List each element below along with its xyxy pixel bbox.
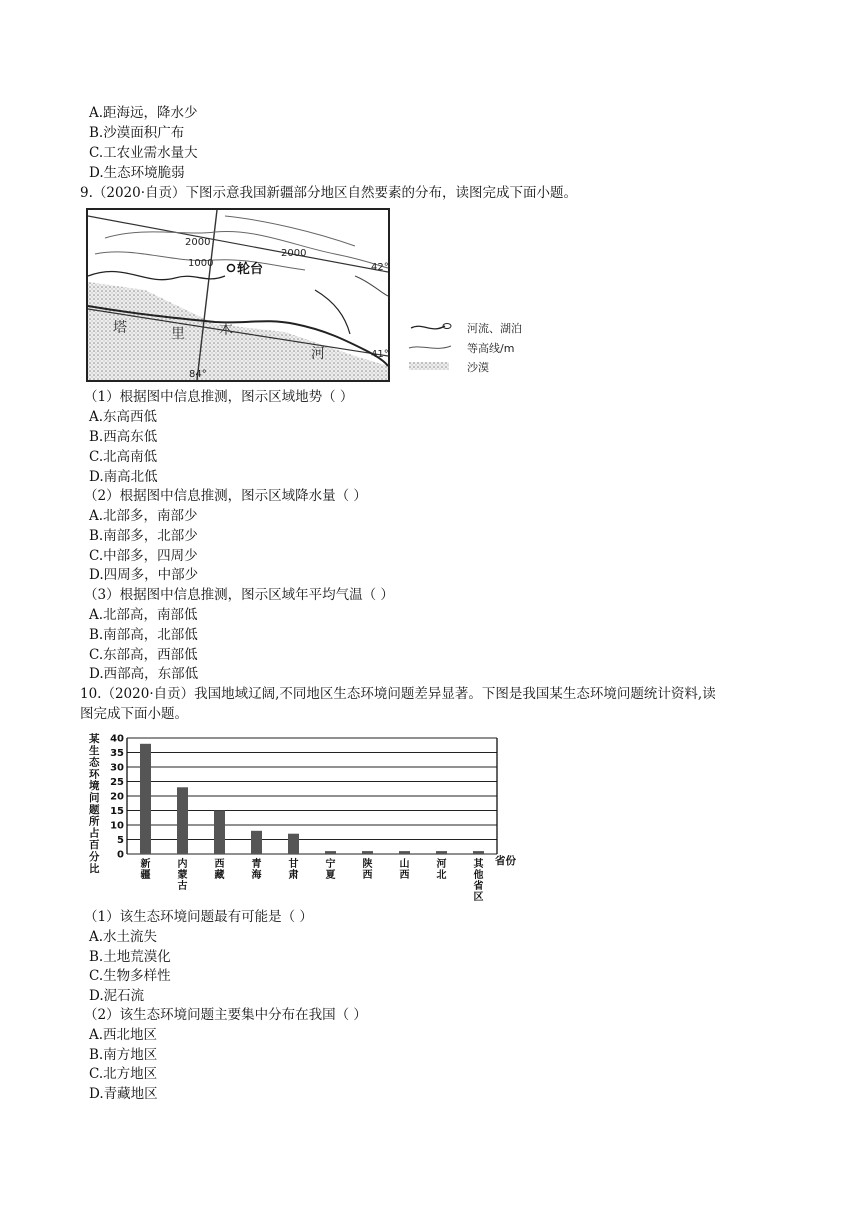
legend-desert-label: 沙漠: [467, 361, 489, 374]
chart-y-tick-label: 10: [110, 820, 124, 832]
q9-sub1-stem: （1）根据图中信息推测，图示区域地势（ ）: [84, 389, 354, 405]
q10-stem-line2: 图完成下面小题。: [80, 706, 188, 722]
chart-ylabel-char: 生: [89, 744, 100, 757]
chart-y-ticks: [110, 734, 124, 861]
chart-category-label: 青海: [251, 859, 262, 881]
chart-ylabel-char: 某: [89, 733, 100, 745]
legend-contour-label: 等高线/m: [467, 342, 515, 355]
chart-bar: [399, 851, 410, 854]
legend-contour-icon: [409, 346, 451, 348]
q10-sub1-option-c: C.生物多样性: [89, 968, 171, 984]
legend-river-icon: [411, 326, 445, 329]
chart-bars: [140, 744, 484, 854]
chart-ylabel-char: 题: [89, 803, 100, 816]
chart-y-tick-label: 40: [110, 733, 124, 745]
xinjiang-map: [85, 206, 545, 384]
chart-category-labels: [141, 857, 485, 903]
q10-sub1-option-a: A.水土流失: [89, 929, 158, 945]
q10-sub1-option-d: D.泥石流: [89, 988, 145, 1004]
chart-y-tick-label: 25: [110, 777, 124, 788]
chart-ylabel-char: 境: [89, 780, 100, 793]
chart-category-label: 甘肃: [288, 859, 299, 881]
q8-option-c: C.工农业需水量大: [89, 145, 198, 161]
chart-category-label: 西藏: [214, 859, 225, 881]
q9-sub3-stem: （3）根据图中信息推测，图示区域年平均气温（ ）: [84, 587, 394, 603]
chart-bar: [177, 787, 188, 854]
q9-sub3-option-b: B.南部高，北部低: [89, 627, 198, 643]
q8-option-b: B.沙漠面积广布: [89, 125, 185, 141]
legend-river-label: 河流、湖泊: [467, 322, 522, 335]
q10-sub2-option-c: C.北方地区: [89, 1066, 158, 1082]
q8-option-a: A.距海远，降水少: [89, 105, 198, 121]
region-char-3: 木: [219, 322, 233, 338]
q8-option-d: D.生态环境脆弱: [89, 165, 185, 181]
q9-sub2-stem: （2）根据图中信息推测，图示区域降水量（ ）: [84, 488, 367, 504]
q9-sub2-option-b: B.南部多，北部少: [89, 528, 198, 544]
chart-y-tick-label: 0: [117, 849, 124, 861]
chart-category-label: 山西: [399, 859, 410, 881]
lat-label-41: 41°: [371, 349, 389, 360]
lat-label-42: 42°: [371, 262, 389, 273]
chart-ylabel: [88, 732, 100, 875]
q10-sub1-option-b: B.土地荒漠化: [89, 949, 171, 965]
luntai-city-marker: [228, 265, 235, 272]
legend-desert-icon: [409, 362, 449, 370]
chart-ylabel-char: 占: [89, 827, 100, 840]
chart-ylabel-char: 问: [89, 792, 100, 804]
q9-sub2-option-a: A.北部多，南部少: [89, 508, 198, 524]
chart-xlabel: 省份: [495, 855, 516, 867]
q9-sub1-option-c: C.北高南低: [89, 449, 158, 465]
region-char-2: 里: [171, 326, 185, 342]
q10-stem-line1: 10.（2020·自贡）我国地域辽阔,不同地区生态环境问题差异显著。下图是我国某生态环境问题统计资料,读: [80, 686, 716, 702]
q10-sub2-option-a: A.西北地区: [89, 1027, 158, 1043]
chart-ylabel-char: 分: [89, 851, 100, 863]
contour-label-1000: 1000: [188, 258, 214, 269]
chart-y-tick-label: 5: [117, 835, 124, 846]
chart-y-tick-label: 30: [110, 762, 124, 774]
q9-sub3-option-d: D.西部高，东部低: [89, 666, 199, 682]
luntai-label: 轮台: [237, 262, 264, 277]
chart-bar: [436, 851, 447, 854]
region-char-1: 塔: [113, 320, 127, 336]
chart-ylabel-char: 所: [89, 815, 100, 828]
q9-sub2-option-c: C.中部多，四周少: [89, 548, 198, 564]
q9-sub2-option-d: D.四周多，中部少: [89, 567, 199, 583]
q9-sub1-option-b: B.西高东低: [89, 429, 158, 445]
q10-sub2-option-d: D.青藏地区: [89, 1086, 158, 1102]
chart-y-tick-label: 15: [110, 806, 124, 817]
q10-sub2-option-b: B.南方地区: [89, 1047, 158, 1063]
q9-stem: 9.（2020·自贡）下图示意我国新疆部分地区自然要素的分布，读图完成下面小题。: [80, 185, 578, 201]
ecology-bar-chart: [85, 728, 525, 906]
chart-ylabel-char: 态: [89, 756, 100, 769]
q10-sub1-stem: （1）该生态环境问题最有可能是（ ）: [84, 909, 313, 925]
q9-sub1-option-d: D.南高北低: [89, 469, 158, 485]
chart-ylabel-char: 环: [89, 768, 100, 781]
contour-label-2000: 2000: [185, 237, 211, 248]
chart-bar: [251, 831, 262, 854]
chart-ylabel-char: 百: [89, 839, 100, 852]
chart-category-label: 宁夏: [325, 859, 336, 881]
chart-bar: [288, 834, 299, 854]
q9-sub3-option-a: A.北部高，南部低: [89, 607, 198, 623]
chart-category-label: 其他省区: [473, 859, 484, 903]
chart-bar: [362, 851, 373, 854]
q10-sub2-stem: （2）该生态环境问题主要集中分布在我国（ ）: [84, 1007, 367, 1023]
contour-label-2000-east: 2000: [281, 248, 307, 259]
chart-bar: [214, 811, 225, 855]
chart-category-label: 陕西: [362, 859, 373, 881]
chart-bar: [473, 851, 484, 854]
lon-label-84: 84°: [189, 369, 207, 380]
chart-bar: [325, 851, 336, 854]
region-char-4: 河: [311, 346, 325, 362]
q9-sub1-option-a: A.东高西低: [89, 409, 158, 425]
chart-category-label: 新疆: [140, 859, 151, 881]
chart-y-tick-label: 20: [110, 791, 124, 803]
chart-ylabel-char: 比: [89, 862, 100, 875]
chart-category-label: 内蒙古: [177, 859, 188, 892]
chart-y-tick-label: 35: [110, 748, 124, 759]
chart-category-label: 河北: [436, 859, 447, 881]
q9-sub3-option-c: C.东部高，西部低: [89, 647, 198, 663]
chart-bar: [140, 744, 151, 854]
